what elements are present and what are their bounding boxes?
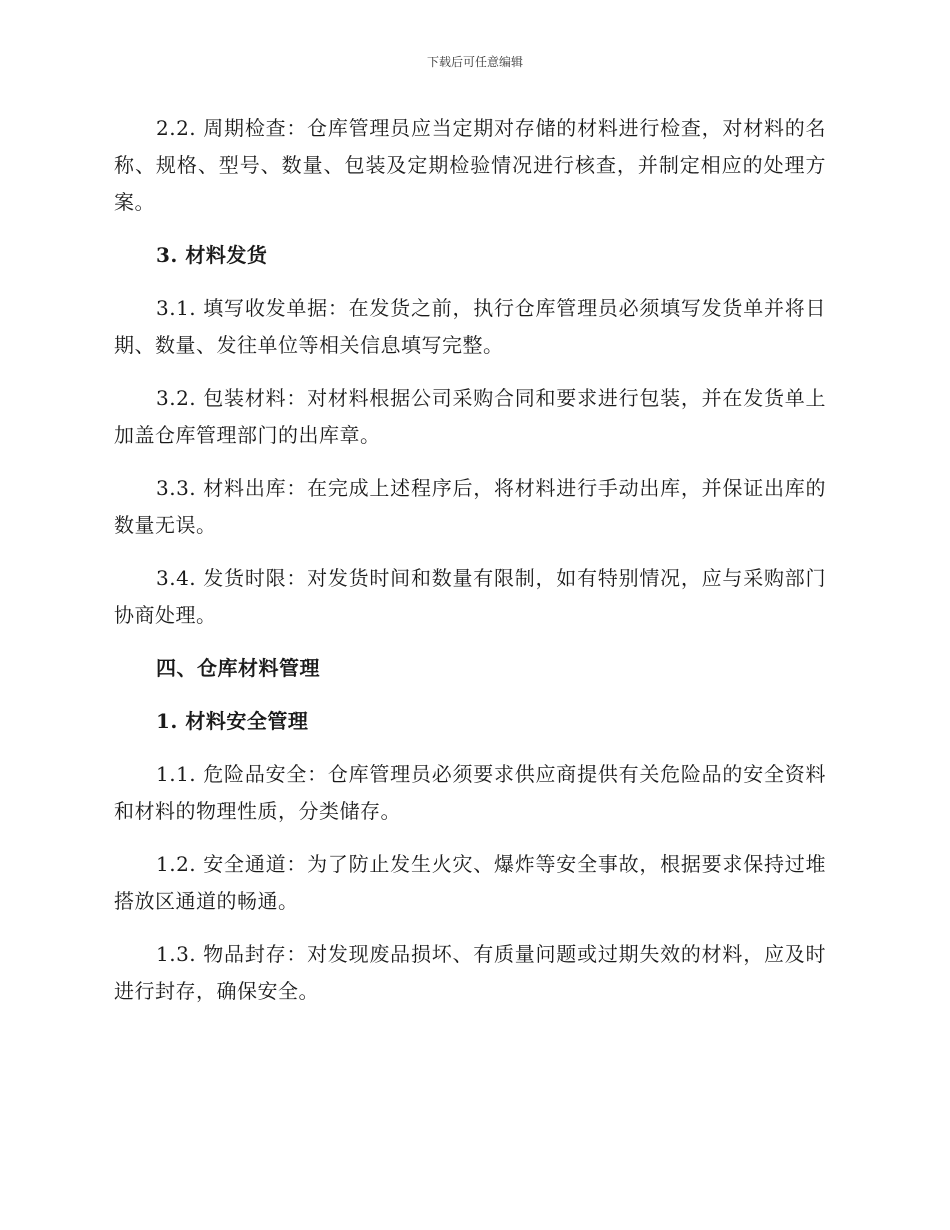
paragraph-1-3: 1.3. 物品封存：对发现废品损坏、有质量问题或过期失效的材料，应及时进行封存，确保安全。 xyxy=(114,942,826,1003)
paragraph-3-4: 3.4. 发货时限：对发货时间和数量有限制，如有特别情况，应与采购部门协商处理。 xyxy=(114,566,826,627)
paragraph-1-2: 1.2. 安全通道：为了防止发生火灾、爆炸等安全事故，根据要求保持过堆搭放区通道的畅通。 xyxy=(114,852,826,913)
paragraph-1-1: 1.1. 危险品安全：仓库管理员必须要求供应商提供有关危险品的安全资料和材料的物理性质，分类储存。 xyxy=(114,762,826,823)
document-body xyxy=(114,110,826,1026)
paragraph-2-2: 2.2. 周期检查：仓库管理员应当定期对存储的材料进行检查，对材料的名称、规格、型号、数量、包装及定期检验情况进行核查，并制定相应的处理方案。 xyxy=(114,116,826,214)
page-header: 下载后可任意编辑 xyxy=(426,55,523,69)
heading-1-material-safety: 1. 材料安全管理 xyxy=(156,709,309,733)
paragraph-3-3: 3.3. 材料出库：在完成上述程序后，将材料进行手动出库，并保证出库的数量无误。 xyxy=(114,476,826,537)
paragraph-3-2: 3.2. 包装材料：对材料根据公司采购合同和要求进行包装，并在发货单上加盖仓库管理部门的出库章。 xyxy=(114,386,826,447)
heading-section-4: 四、仓库材料管理 xyxy=(156,656,320,680)
heading-3-material-shipping: 3. 材料发货 xyxy=(156,243,268,267)
paragraph-3-1: 3.1. 填写收发单据：在发货之前，执行仓库管理员必须填写发货单并将日期、数量、发往单位等相关信息填写完整。 xyxy=(114,296,826,357)
